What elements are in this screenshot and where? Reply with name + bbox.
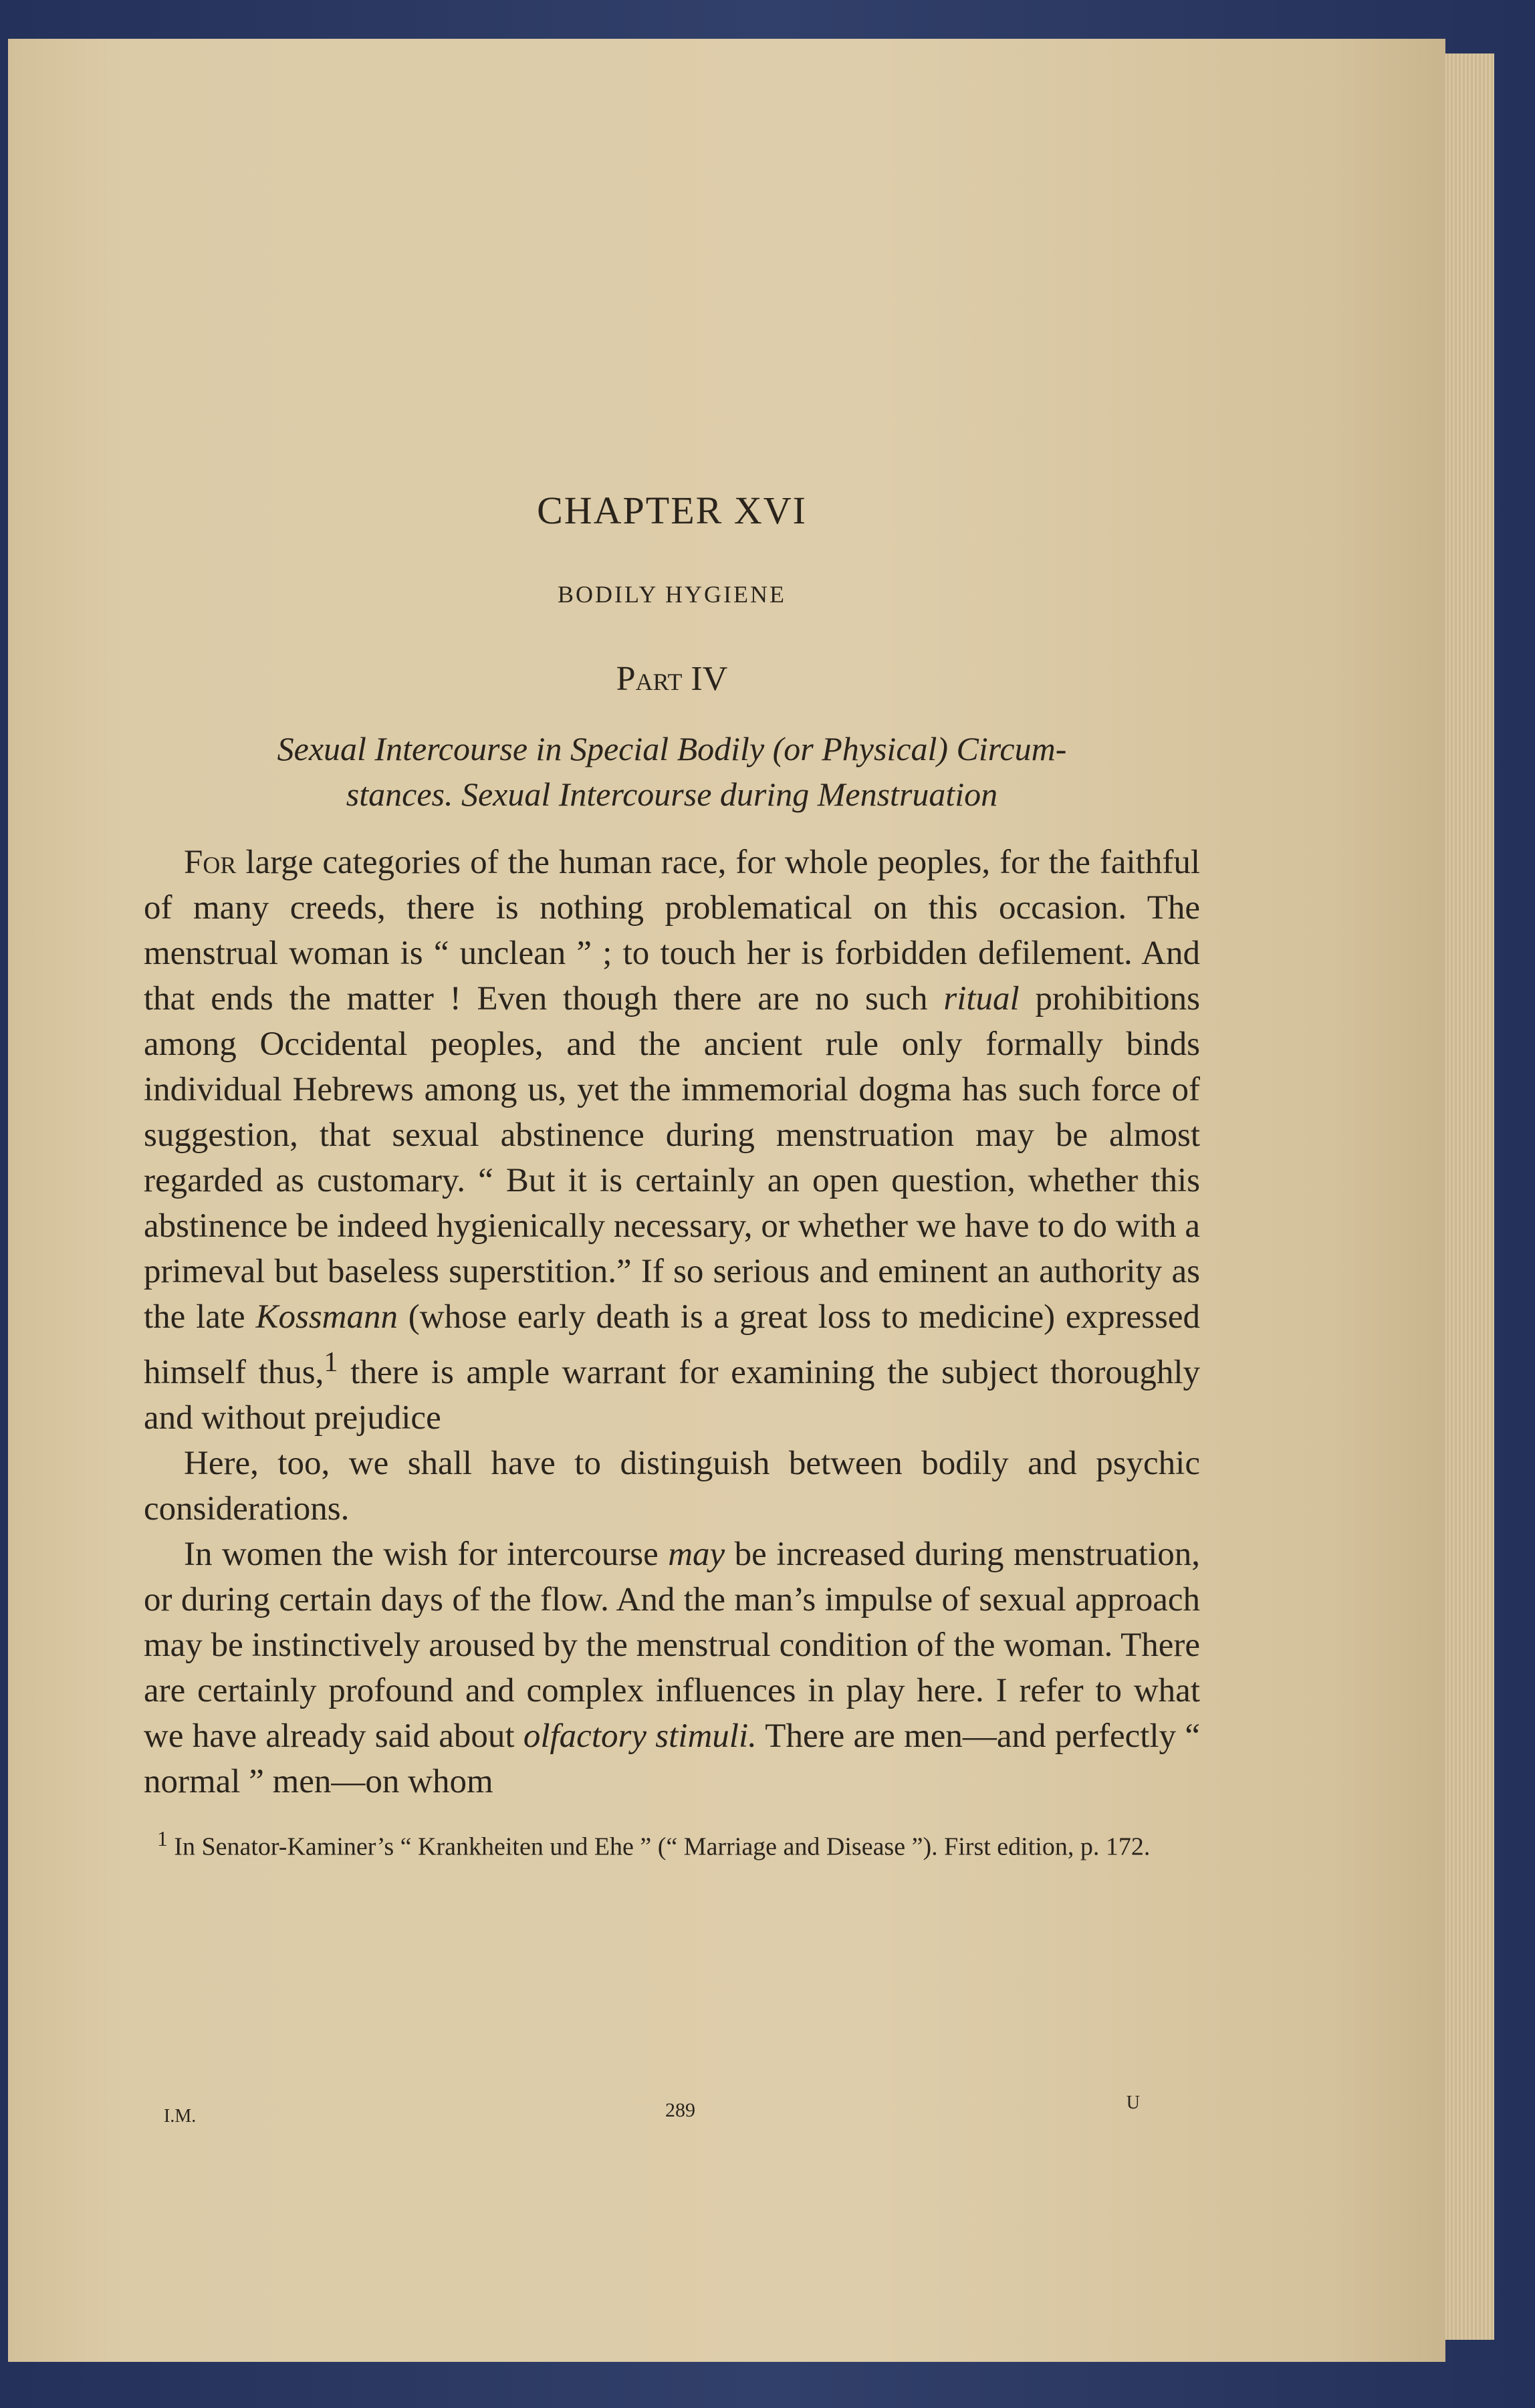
paragraph-1-italic-kossmann: Kossmann (255, 1298, 398, 1336)
footnote-marker: 1 (157, 1827, 168, 1850)
paragraph-1-text-a: large categories of the human race, for whole peoples, for the faithful of many creeds, there is nothing problematical on this occasion. The menstrual woman is “ unclean ” ; to touch her is forbidden defilement. And that ends the matter ! Even though there are no such (144, 844, 1200, 1017)
paragraph-1-text-b: prohibitions among Occidental peoples, and the ancient rule only formally binds individual Hebrews among us, yet the immemorial dogma has such force of suggestion, that sexual abstinence during menstruation may be almost regarded as customary. “ But it is certainly an open question, whether this abstinence be indeed hygienically necessary, or whether we have to do with a primeval but baseless superstition.” If so serious and eminent an authority as the late (144, 980, 1201, 1336)
subtitle-line-1: Sexual Intercourse in Special Bodily (or Physical) Circum- (277, 730, 1067, 767)
paragraph-1-dropword: For (184, 844, 237, 881)
part-heading (144, 659, 1200, 702)
subtitle-line-2: stances. Sexual Intercourse during Menstruation (346, 775, 998, 813)
page-number: 289 (665, 2099, 695, 2121)
paragraph-3-italic-may: may (668, 1536, 725, 1573)
paragraph-3-text-a: In women the wish for intercourse (184, 1536, 669, 1573)
paragraph-3-italic-olfactory: olfactory stimuli. (523, 1717, 757, 1755)
paragraph-1 (144, 840, 1200, 1441)
part-subtitle (144, 726, 1200, 817)
page-footer (164, 2092, 1140, 2127)
body-text (144, 840, 1200, 1804)
paragraph-1-text-d: there is ample warrant for examining the subject thoroughly and without prejudice (144, 1354, 1200, 1437)
part-label: Part IV (616, 660, 728, 698)
signature-mark-right: U (1126, 2092, 1140, 2113)
paragraph-2: Here, too, we shall have to distinguish between bodily and psychic considerations. (144, 1445, 1200, 1528)
signature-mark-left: I.M. (164, 2106, 197, 2127)
section-heading: BODILY HYGIENE (557, 581, 786, 608)
paragraph-3-text-b: be increased during menstruation, or during certain days of the flow. And the man’s impulse of sexual approach may be instinctively aroused by the menstrual condition of the woman. There are certainly profound and complex influences in play here. I refer to what we have already said about (144, 1536, 1200, 1755)
paragraph-1-text-c: (whose early death is a great loss to medicine) expressed himself thus, (144, 1298, 1200, 1391)
chapter-heading: CHAPTER XVI (537, 489, 807, 532)
paragraph-1-italic-ritual: ritual (943, 980, 1020, 1017)
footnote (144, 1822, 1200, 1864)
page-text (144, 468, 1200, 1864)
paragraph-3 (144, 1532, 1200, 1804)
footnote-reference: 1 (324, 1346, 338, 1378)
footnote-text: In Senator-Kaminer’s “ Krankheiten und Ehe ” (“ Marriage and Disease ”). First edition, p. 172. (167, 1832, 1151, 1861)
paragraph-3-text-c: There are men—and perfectly “ normal ” men—on whom (144, 1717, 1201, 1800)
